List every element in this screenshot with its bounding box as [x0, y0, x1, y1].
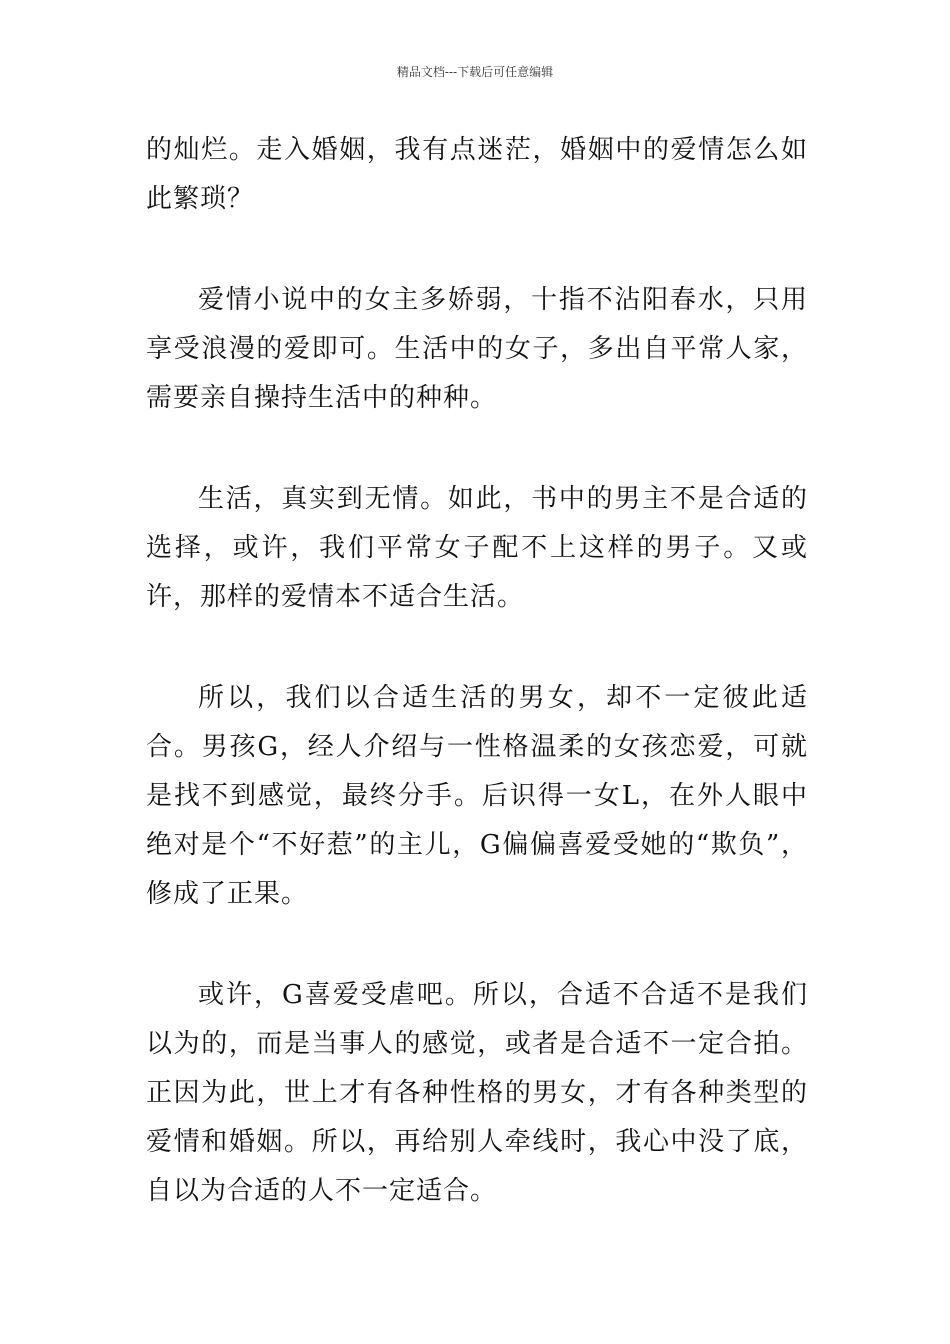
paragraph: 爱情小说中的女主多娇弱，十指不沾阳春水，只用享受浪漫的爱即可。生活中的女子，多出自平常人家，需要亲自操持生活中的种种。 [146, 285, 808, 413]
document-body [146, 126, 808, 1216]
paragraph: 或许，G喜爱受虐吧。所以，合适不合适不是我们以为的，而是当事人的感觉，或者是合适不一定合拍。正因为此，世上才有各种性格的男女，才有各种类型的爱情和婚姻。所以，再给别人牵线时，我心中没了底，自以为合适的人不一定适合。 [146, 980, 808, 1206]
paragraph-continued: 的灿烂。走入婚姻，我有点迷茫，婚姻中的爱情怎么如此繁琐？ [146, 135, 808, 214]
paragraph: 所以，我们以合适生活的男女，却不一定彼此适合。男孩G，经人介绍与一性格温柔的女孩恋爱，可就是找不到感觉，最终分手。后识得一女L，在外人眼中绝对是个“不好惹”的主儿，G偏偏喜爱受她的“欺负”，修成了正果。 [146, 683, 808, 909]
paragraph: 生活，真实到无情。如此，书中的男主不是合适的选择，或许，我们平常女子配不上这样的男子。又或许，那样的爱情本不适合生活。 [146, 484, 808, 612]
page-header: 精品文档---下载后可任意编辑 [396, 65, 554, 79]
